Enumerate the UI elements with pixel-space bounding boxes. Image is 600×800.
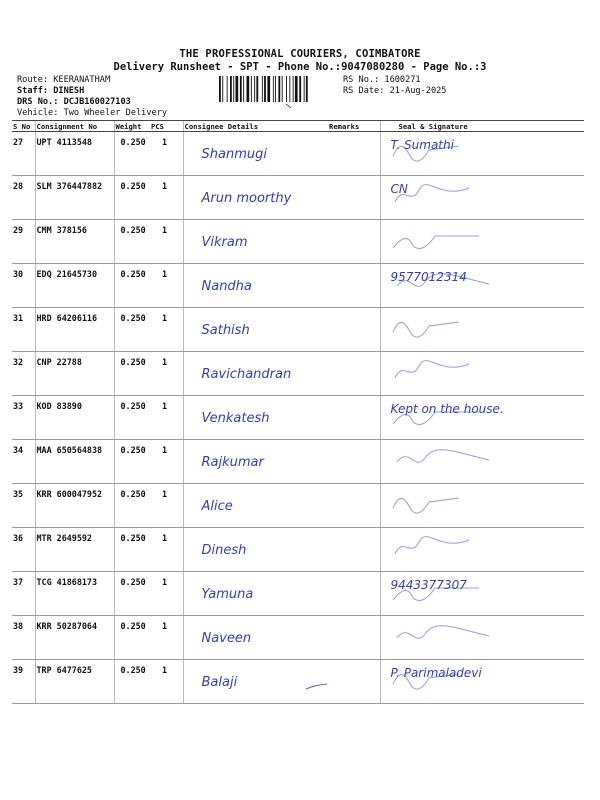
runsheet-subtitle: Delivery Runsheet - SPT - Phone No.:9047080280 - Page No.:3 xyxy=(113,61,487,73)
consignee-cell xyxy=(183,396,328,440)
consignee-cell xyxy=(183,352,328,396)
consignment-cell: UPT 4113548 xyxy=(35,132,114,176)
consignee-name: Nandha xyxy=(201,279,252,294)
remarks-cell xyxy=(328,440,380,484)
weight-cell: 0.250 xyxy=(114,440,150,484)
remarks-cell xyxy=(328,616,380,660)
remarks-cell xyxy=(328,396,380,440)
consignee-name: Vikram xyxy=(201,235,248,250)
signature-cell xyxy=(380,396,584,440)
barcode-icon xyxy=(219,76,341,102)
signature-cell xyxy=(380,132,584,176)
sno-cell: 32 xyxy=(12,352,35,396)
weight-cell: 0.250 xyxy=(114,176,150,220)
signature-cell xyxy=(380,308,584,352)
consignee-cell xyxy=(183,484,328,528)
sno-cell: 29 xyxy=(12,220,35,264)
weight-cell: 0.250 xyxy=(114,132,150,176)
sno-cell: 31 xyxy=(12,308,35,352)
weight-cell: 0.250 xyxy=(114,616,150,660)
consignee-cell xyxy=(183,440,328,484)
table-row xyxy=(12,484,584,528)
consignee-name: Naveen xyxy=(201,631,252,646)
consignee-name: Arun moorthy xyxy=(201,191,292,206)
weight-cell: 0.250 xyxy=(114,660,150,704)
signature-cell xyxy=(380,484,584,528)
col-consignment-header: Consignment No xyxy=(35,121,114,132)
pcs-cell: 1 xyxy=(150,484,183,528)
consignee-name: Shanmugi xyxy=(201,147,267,162)
col-pcs-header: PCS xyxy=(150,121,183,132)
consignee-name: Venkatesh xyxy=(201,411,270,426)
sno-cell: 39 xyxy=(12,660,35,704)
signature-scribble xyxy=(389,488,499,518)
signature-cell xyxy=(380,220,584,264)
signature-scribble xyxy=(389,312,499,342)
col-consignee-header: Consignee Details xyxy=(183,121,328,132)
pcs-cell: 1 xyxy=(150,176,183,220)
pcs-cell: 1 xyxy=(150,132,183,176)
signature-scribble xyxy=(389,180,499,210)
runsheet-company-title: THE PROFESSIONAL COURIERS, COIMBATORE xyxy=(179,48,421,60)
signature: T. Sumathi xyxy=(390,138,454,152)
table-row xyxy=(12,352,584,396)
remarks-cell xyxy=(328,176,380,220)
consignee-cell xyxy=(183,308,328,352)
col-remarks-header: Remarks xyxy=(328,121,380,132)
sno-cell: 36 xyxy=(12,528,35,572)
signature-cell xyxy=(380,264,584,308)
table-row xyxy=(12,176,584,220)
consignee-cell xyxy=(183,528,328,572)
col-weight-header: Weight xyxy=(114,121,150,132)
signature-cell xyxy=(380,528,584,572)
remarks-cell xyxy=(328,484,380,528)
consignee-cell xyxy=(183,660,328,704)
consignment-cell: TCG 41868173 xyxy=(35,572,114,616)
pcs-cell: 1 xyxy=(150,352,183,396)
signature-scribble xyxy=(389,268,499,298)
pcs-cell: 1 xyxy=(150,264,183,308)
signature-scribble xyxy=(389,576,499,606)
pcs-cell: 1 xyxy=(150,572,183,616)
consignee-name: Balaji xyxy=(201,675,238,690)
sno-cell: 35 xyxy=(12,484,35,528)
signature-scribble xyxy=(389,356,499,386)
remarks-cell xyxy=(328,572,380,616)
signature-cell xyxy=(380,572,584,616)
sno-cell: 33 xyxy=(12,396,35,440)
consignee-name: Yamuna xyxy=(201,587,254,602)
signature-cell xyxy=(380,616,584,660)
weight-cell: 0.250 xyxy=(114,264,150,308)
consignee-cell xyxy=(183,616,328,660)
consignee-cell xyxy=(183,132,328,176)
staff-label: Staff: DINESH xyxy=(17,86,85,96)
runsheet-table xyxy=(12,120,584,704)
consignment-cell: CNP 22788 xyxy=(35,352,114,396)
consignment-cell: SLM 376447882 xyxy=(35,176,114,220)
pen-mark xyxy=(305,683,329,691)
table-row xyxy=(12,308,584,352)
consignee-cell xyxy=(183,176,328,220)
pcs-cell: 1 xyxy=(150,308,183,352)
weight-cell: 0.250 xyxy=(114,308,150,352)
table-row xyxy=(12,616,584,660)
consignment-cell: CMM 378156 xyxy=(35,220,114,264)
pcs-cell: 1 xyxy=(150,440,183,484)
signature-cell xyxy=(380,440,584,484)
signature: P. Parimaladevi xyxy=(390,666,482,680)
sno-cell: 27 xyxy=(12,132,35,176)
consignee-cell xyxy=(183,572,328,616)
pcs-cell: 1 xyxy=(150,660,183,704)
signature: CN xyxy=(390,182,408,196)
remarks-cell xyxy=(328,308,380,352)
signature-scribble xyxy=(389,532,499,562)
consignee-cell xyxy=(183,220,328,264)
consignment-cell: HRD 64206116 xyxy=(35,308,114,352)
remarks-cell xyxy=(328,220,380,264)
consignment-cell: KOD 83890 xyxy=(35,396,114,440)
col-seal-header: Seal & Signature xyxy=(380,121,584,132)
pcs-cell: 1 xyxy=(150,528,183,572)
consignee-name: Sathish xyxy=(201,323,250,338)
table-row xyxy=(12,396,584,440)
signature: Kept on the house. xyxy=(390,402,504,416)
weight-cell: 0.250 xyxy=(114,528,150,572)
signature: 9577012314 xyxy=(390,270,467,284)
drs-number: DRS No.: DCJB160027103 xyxy=(17,97,131,107)
weight-cell: 0.250 xyxy=(114,220,150,264)
pcs-cell: 1 xyxy=(150,616,183,660)
remarks-cell xyxy=(328,352,380,396)
signature-cell xyxy=(380,176,584,220)
rs-number: RS No.: 1600271 xyxy=(343,75,421,85)
consignee-name: Ravichandran xyxy=(201,367,292,382)
table-header-row xyxy=(12,121,584,132)
consignee-name: Rajkumar xyxy=(201,455,264,470)
remarks-cell xyxy=(328,528,380,572)
weight-cell: 0.250 xyxy=(114,484,150,528)
consignee-cell xyxy=(183,264,328,308)
table-row xyxy=(12,572,584,616)
consignment-cell: EDQ 21645730 xyxy=(35,264,114,308)
vehicle-label: Vehicle: Two Wheeler Delivery xyxy=(17,108,168,118)
consignee-name: Dinesh xyxy=(201,543,247,558)
sno-cell: 34 xyxy=(12,440,35,484)
route-label: Route: KEERANATHAM xyxy=(17,75,111,85)
consignment-cell: MTR 2649592 xyxy=(35,528,114,572)
weight-cell: 0.250 xyxy=(114,352,150,396)
table-row xyxy=(12,220,584,264)
consignment-cell: MAA 650564838 xyxy=(35,440,114,484)
signature: 9443377307 xyxy=(390,578,467,592)
sno-cell: 30 xyxy=(12,264,35,308)
col-sno-header: S No xyxy=(12,121,35,132)
table-row xyxy=(12,132,584,176)
signature-scribble xyxy=(389,224,499,254)
consignment-cell: TRP 6477625 xyxy=(35,660,114,704)
consignment-cell: KRR 600047952 xyxy=(35,484,114,528)
table-row xyxy=(12,440,584,484)
consignment-cell: KRR 50287064 xyxy=(35,616,114,660)
remarks-cell xyxy=(328,660,380,704)
pen-mark xyxy=(285,102,293,110)
signature-scribble xyxy=(389,444,499,474)
table-row xyxy=(12,660,584,704)
sno-cell: 37 xyxy=(12,572,35,616)
pcs-cell: 1 xyxy=(150,396,183,440)
signature-scribble xyxy=(389,664,499,694)
signature-scribble xyxy=(389,620,499,650)
pcs-cell: 1 xyxy=(150,220,183,264)
sno-cell: 28 xyxy=(12,176,35,220)
signature-scribble xyxy=(389,136,499,166)
signature-cell xyxy=(380,660,584,704)
signature-cell xyxy=(380,352,584,396)
remarks-cell xyxy=(328,132,380,176)
weight-cell: 0.250 xyxy=(114,396,150,440)
signature-scribble xyxy=(389,400,499,430)
table-row xyxy=(12,528,584,572)
remarks-cell xyxy=(328,264,380,308)
consignee-name: Alice xyxy=(201,499,233,514)
weight-cell: 0.250 xyxy=(114,572,150,616)
table-row xyxy=(12,264,584,308)
rs-date: RS Date: 21-Aug-2025 xyxy=(343,86,447,96)
sno-cell: 38 xyxy=(12,616,35,660)
